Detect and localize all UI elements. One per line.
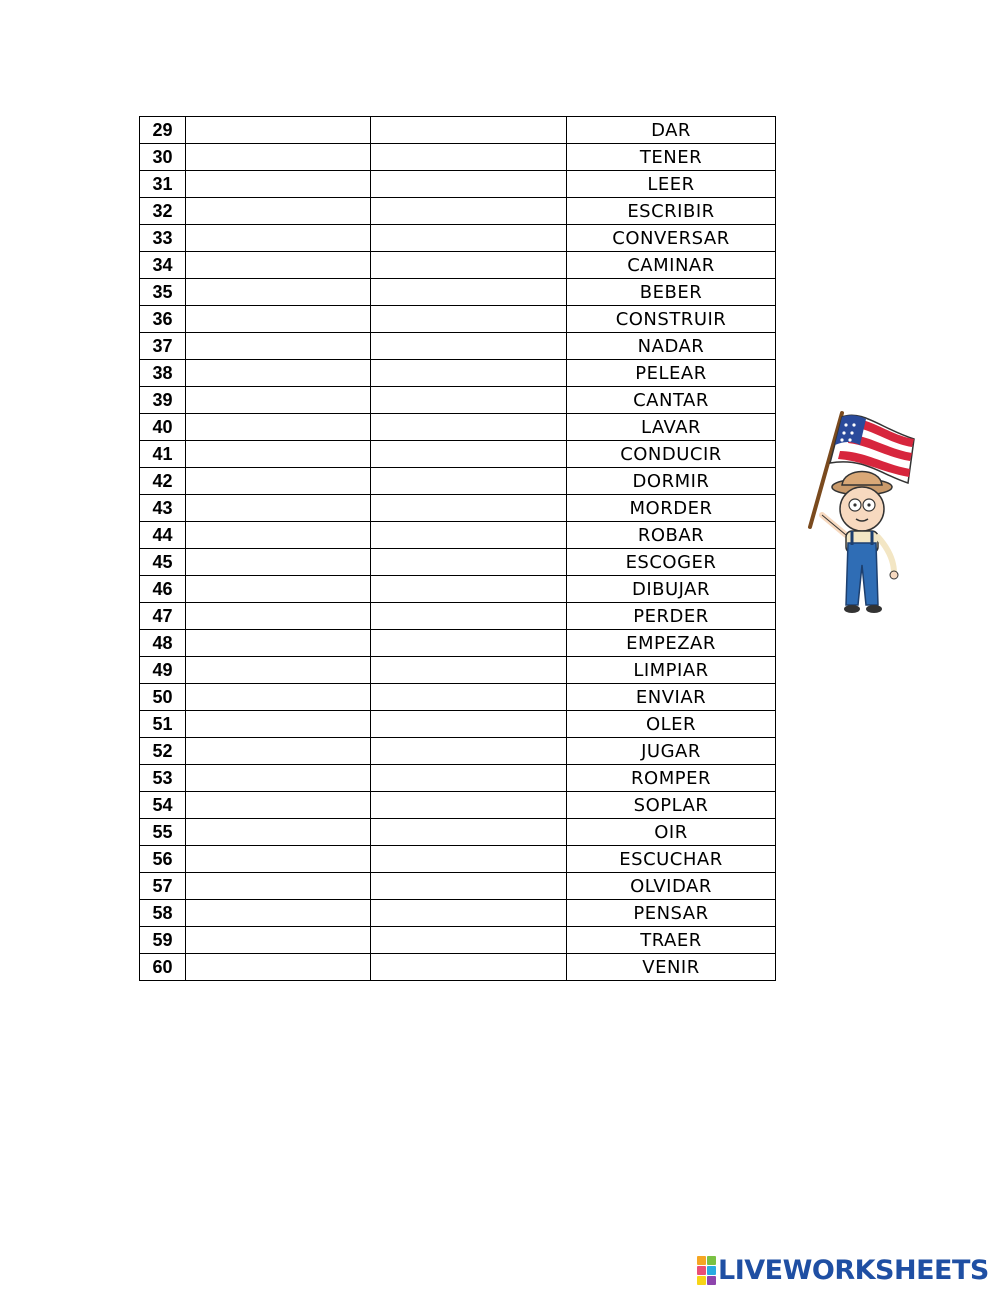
row-number: 59 xyxy=(140,927,186,954)
verb-table-body xyxy=(140,117,776,981)
answer-cell-2[interactable] xyxy=(371,603,567,630)
verb-cell: CANTAR xyxy=(567,387,776,414)
table-row xyxy=(140,846,776,873)
table-row xyxy=(140,495,776,522)
answer-cell-1[interactable] xyxy=(186,522,371,549)
answer-cell-1[interactable] xyxy=(186,603,371,630)
table-row xyxy=(140,522,776,549)
verb-cell: DORMIR xyxy=(567,468,776,495)
verb-cell: DAR xyxy=(567,117,776,144)
table-row xyxy=(140,792,776,819)
table-row xyxy=(140,873,776,900)
verb-cell: ESCRIBIR xyxy=(567,198,776,225)
answer-cell-1[interactable] xyxy=(186,873,371,900)
verb-cell: CONVERSAR xyxy=(567,225,776,252)
answer-cell-1[interactable] xyxy=(186,954,371,981)
answer-cell-2[interactable] xyxy=(371,684,567,711)
table-row xyxy=(140,954,776,981)
brand-block xyxy=(697,1266,706,1275)
answer-cell-1[interactable] xyxy=(186,927,371,954)
answer-cell-1[interactable] xyxy=(186,333,371,360)
answer-cell-1[interactable] xyxy=(186,441,371,468)
answer-cell-2[interactable] xyxy=(371,738,567,765)
table-row xyxy=(140,144,776,171)
row-number: 57 xyxy=(140,873,186,900)
answer-cell-1[interactable] xyxy=(186,306,371,333)
table-row xyxy=(140,306,776,333)
brand-block xyxy=(707,1266,716,1275)
answer-cell-1[interactable] xyxy=(186,738,371,765)
answer-cell-1[interactable] xyxy=(186,846,371,873)
verb-cell: EMPEZAR xyxy=(567,630,776,657)
table-row xyxy=(140,576,776,603)
row-number: 43 xyxy=(140,495,186,522)
row-number: 53 xyxy=(140,765,186,792)
answer-cell-2[interactable] xyxy=(371,819,567,846)
answer-cell-2[interactable] xyxy=(371,306,567,333)
row-number: 35 xyxy=(140,279,186,306)
table-row xyxy=(140,225,776,252)
verb-cell: CONDUCIR xyxy=(567,441,776,468)
table-row xyxy=(140,630,776,657)
answer-cell-2[interactable] xyxy=(371,414,567,441)
verb-cell: PELEAR xyxy=(567,360,776,387)
answer-cell-1[interactable] xyxy=(186,144,371,171)
answer-cell-2[interactable] xyxy=(371,198,567,225)
answer-cell-2[interactable] xyxy=(371,873,567,900)
answer-cell-1[interactable] xyxy=(186,279,371,306)
table-row xyxy=(140,684,776,711)
row-number: 54 xyxy=(140,792,186,819)
row-number: 55 xyxy=(140,819,186,846)
answer-cell-2[interactable] xyxy=(371,387,567,414)
table-row xyxy=(140,900,776,927)
answer-cell-2[interactable] xyxy=(371,360,567,387)
row-number: 42 xyxy=(140,468,186,495)
brand-block xyxy=(707,1256,716,1265)
verb-cell: TRAER xyxy=(567,927,776,954)
answer-cell-2[interactable] xyxy=(371,846,567,873)
answer-cell-1[interactable] xyxy=(186,549,371,576)
table-row xyxy=(140,414,776,441)
answer-cell-2[interactable] xyxy=(371,225,567,252)
verb-cell: LEER xyxy=(567,171,776,198)
table-row xyxy=(140,603,776,630)
row-number: 58 xyxy=(140,900,186,927)
verb-cell: NADAR xyxy=(567,333,776,360)
answer-cell-2[interactable] xyxy=(371,279,567,306)
answer-cell-2[interactable] xyxy=(371,171,567,198)
row-number: 60 xyxy=(140,954,186,981)
answer-cell-2[interactable] xyxy=(371,333,567,360)
verb-cell: SOPLAR xyxy=(567,792,776,819)
answer-cell-2[interactable] xyxy=(371,549,567,576)
verb-cell: PENSAR xyxy=(567,900,776,927)
verb-cell: OIR xyxy=(567,819,776,846)
boy-with-flag-icon xyxy=(802,405,924,617)
row-number: 49 xyxy=(140,657,186,684)
answer-cell-2[interactable] xyxy=(371,792,567,819)
row-number: 44 xyxy=(140,522,186,549)
verb-cell: DIBUJAR xyxy=(567,576,776,603)
row-number: 39 xyxy=(140,387,186,414)
verb-cell: OLER xyxy=(567,711,776,738)
verb-cell: OLVIDAR xyxy=(567,873,776,900)
liveworksheets-logo xyxy=(697,1254,989,1286)
answer-cell-2[interactable] xyxy=(371,927,567,954)
answer-cell-2[interactable] xyxy=(371,117,567,144)
verb-cell: ESCUCHAR xyxy=(567,846,776,873)
row-number: 33 xyxy=(140,225,186,252)
verb-cell: ESCOGER xyxy=(567,549,776,576)
row-number: 40 xyxy=(140,414,186,441)
answer-cell-2[interactable] xyxy=(371,630,567,657)
answer-cell-1[interactable] xyxy=(186,252,371,279)
verb-cell: VENIR xyxy=(567,954,776,981)
row-number: 31 xyxy=(140,171,186,198)
row-number: 38 xyxy=(140,360,186,387)
row-number: 37 xyxy=(140,333,186,360)
answer-cell-1[interactable] xyxy=(186,792,371,819)
verb-cell: CAMINAR xyxy=(567,252,776,279)
row-number: 45 xyxy=(140,549,186,576)
answer-cell-1[interactable] xyxy=(186,225,371,252)
answer-cell-1[interactable] xyxy=(186,387,371,414)
row-number: 50 xyxy=(140,684,186,711)
answer-cell-1[interactable] xyxy=(186,711,371,738)
table-row xyxy=(140,171,776,198)
answer-cell-1[interactable] xyxy=(186,117,371,144)
answer-cell-2[interactable] xyxy=(371,495,567,522)
answer-cell-2[interactable] xyxy=(371,765,567,792)
answer-cell-1[interactable] xyxy=(186,360,371,387)
row-number: 30 xyxy=(140,144,186,171)
answer-cell-1[interactable] xyxy=(186,495,371,522)
answer-cell-1[interactable] xyxy=(186,171,371,198)
row-number: 46 xyxy=(140,576,186,603)
verb-cell: PERDER xyxy=(567,603,776,630)
row-number: 29 xyxy=(140,117,186,144)
answer-cell-1[interactable] xyxy=(186,576,371,603)
answer-cell-1[interactable] xyxy=(186,198,371,225)
verb-table xyxy=(139,116,776,981)
row-number: 51 xyxy=(140,711,186,738)
brand-blocks-icon xyxy=(697,1256,716,1285)
verb-cell: LIMPIAR xyxy=(567,657,776,684)
brand-block xyxy=(697,1276,706,1285)
row-number: 56 xyxy=(140,846,186,873)
verb-cell: ROMPER xyxy=(567,765,776,792)
answer-cell-1[interactable] xyxy=(186,414,371,441)
answer-cell-2[interactable] xyxy=(371,657,567,684)
table-row xyxy=(140,738,776,765)
answer-cell-2[interactable] xyxy=(371,576,567,603)
answer-cell-2[interactable] xyxy=(371,954,567,981)
row-number: 34 xyxy=(140,252,186,279)
answer-cell-1[interactable] xyxy=(186,684,371,711)
verb-cell: TENER xyxy=(567,144,776,171)
answer-cell-1[interactable] xyxy=(186,468,371,495)
table-row xyxy=(140,198,776,225)
answer-cell-1[interactable] xyxy=(186,900,371,927)
table-row xyxy=(140,549,776,576)
verb-cell: CONSTRUIR xyxy=(567,306,776,333)
answer-cell-2[interactable] xyxy=(371,468,567,495)
answer-cell-2[interactable] xyxy=(371,522,567,549)
verb-cell: ENVIAR xyxy=(567,684,776,711)
table-row xyxy=(140,279,776,306)
answer-cell-2[interactable] xyxy=(371,900,567,927)
row-number: 41 xyxy=(140,441,186,468)
table-row xyxy=(140,333,776,360)
table-row xyxy=(140,387,776,414)
table-row xyxy=(140,927,776,954)
answer-cell-1[interactable] xyxy=(186,630,371,657)
answer-cell-2[interactable] xyxy=(371,711,567,738)
answer-cell-1[interactable] xyxy=(186,765,371,792)
verb-cell: JUGAR xyxy=(567,738,776,765)
table-row xyxy=(140,117,776,144)
table-row xyxy=(140,711,776,738)
answer-cell-2[interactable] xyxy=(371,144,567,171)
answer-cell-1[interactable] xyxy=(186,819,371,846)
brand-block xyxy=(697,1256,706,1265)
answer-cell-2[interactable] xyxy=(371,252,567,279)
verb-cell: MORDER xyxy=(567,495,776,522)
verb-cell: LAVAR xyxy=(567,414,776,441)
table-row xyxy=(140,765,776,792)
table-row xyxy=(140,657,776,684)
table-row xyxy=(140,468,776,495)
row-number: 48 xyxy=(140,630,186,657)
answer-cell-2[interactable] xyxy=(371,441,567,468)
table-row xyxy=(140,819,776,846)
row-number: 47 xyxy=(140,603,186,630)
row-number: 52 xyxy=(140,738,186,765)
row-number: 32 xyxy=(140,198,186,225)
brand-text: LIVEWORKSHEETS xyxy=(718,1254,989,1286)
verb-cell: ROBAR xyxy=(567,522,776,549)
table-row xyxy=(140,360,776,387)
verb-cell: BEBER xyxy=(567,279,776,306)
brand-block xyxy=(707,1276,716,1285)
table-row xyxy=(140,252,776,279)
row-number: 36 xyxy=(140,306,186,333)
table-row xyxy=(140,441,776,468)
answer-cell-1[interactable] xyxy=(186,657,371,684)
